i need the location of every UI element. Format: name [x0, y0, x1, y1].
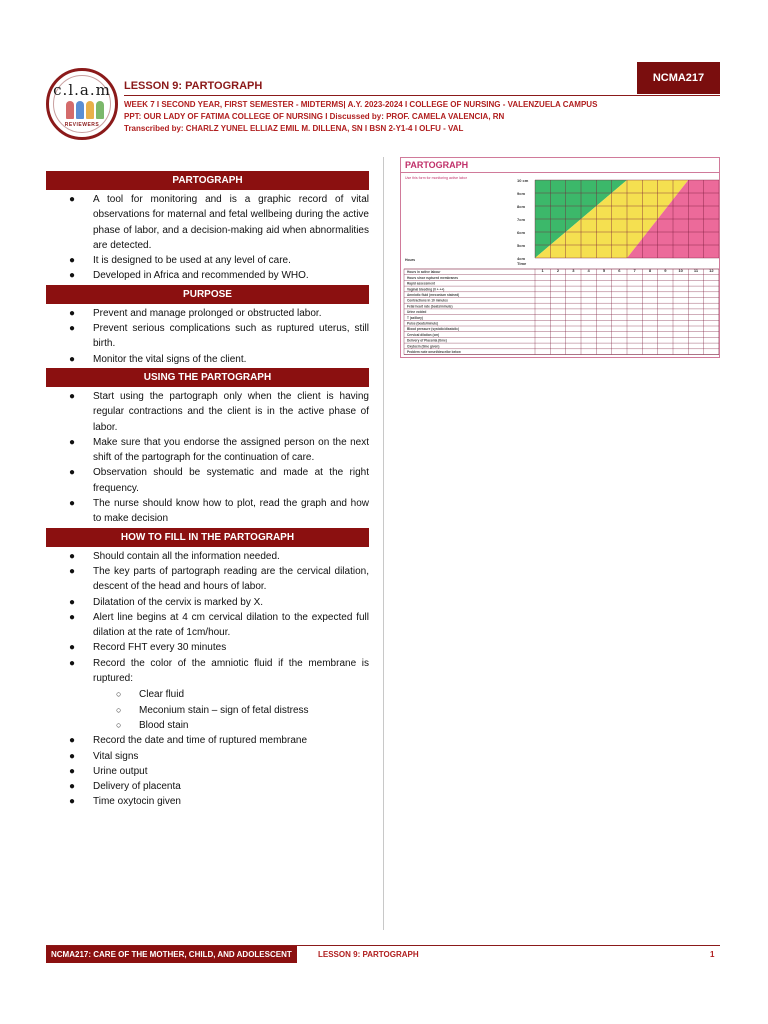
list-item: ● Time oxytocin given — [46, 794, 369, 809]
list-item: ● Start using the partograph only when the client is having regular contractions and the client is in the active phase of labor. — [69, 390, 369, 433]
bullet-icon: ● — [69, 611, 76, 623]
hour-tick-label: 12 — [709, 268, 714, 273]
observation-row-label: Contractions in 10 minutes — [407, 298, 448, 303]
list-item: ● A tool for monitoring and is a graphic record of vital observations for maternal and fetal wellbeing during the active phase of labor, and a decision-making aid when abnormalities are detected. — [69, 194, 369, 251]
logo-subtext: REVIEWERS — [64, 122, 100, 128]
section-heading-purpose: PURPOSE — [46, 285, 369, 304]
bullet-icon: ● — [69, 323, 76, 335]
dilation-label: 8cm — [517, 204, 526, 209]
time-label: Time — [517, 261, 527, 266]
observation-row-label: Hours since ruptured membranes — [407, 275, 459, 280]
list-item: ● Record the color of the amniotic fluid if the membrane is ruptured: — [69, 657, 369, 685]
list-item: ● Make sure that you endorse the assigned person on the next shift of the partograph for the continuation of care. — [69, 436, 369, 464]
dilation-label: 7cm — [517, 217, 526, 222]
clam-reviewers-logo — [46, 68, 118, 140]
list-item: ● Alert line begins at 4 cm cervical dilation to the expected full dilation at the rate of 1cm/hour. — [69, 611, 369, 639]
sub-list-item: ○ Clear fluid — [46, 687, 369, 702]
bullet-icon: ● — [69, 796, 76, 808]
observation-row-label: Problem note onset/describe below — [407, 350, 461, 354]
dilation-label: 6cm — [517, 230, 526, 235]
observation-row-label: Cervical dilation (cm) — [407, 332, 440, 337]
course-badge: NCMA217 — [637, 62, 720, 94]
observation-row-label: Hours in active labour — [407, 270, 441, 275]
list-item: ● Record the date and time of ruptured membrane — [46, 733, 369, 748]
dilation-label: 4cm — [517, 256, 526, 261]
section-heading-using: USING THE PARTOGRAPH — [46, 368, 369, 387]
meta-transcribed-line: Transcribed by: CHARLZ YUNEL ELLIAZ EMIL M. DILLENA, SN I BSN 2-Y1-4 I OLFU - VAL — [124, 124, 464, 133]
hour-tick-label: 8 — [648, 268, 652, 273]
hour-tick-label: 6 — [618, 268, 621, 273]
circle-bullet-icon: ○ — [116, 704, 122, 715]
hour-tick-label: 2 — [556, 268, 560, 273]
bullet-icon: ● — [69, 353, 76, 365]
list-item: ● Should contain all the information needed. — [46, 549, 369, 564]
figure-note: Use this form for monitoring active labor — [405, 176, 467, 180]
meta-ppt-line: PPT: OUR LADY OF FATIMA COLLEGE OF NURSING I Discussed by: PROF. CAMELA VALENCIA, RN — [124, 112, 505, 121]
observation-row-label: Fetal heart rate (beats/minute) — [407, 304, 453, 309]
list-item: ● Urine output — [46, 764, 369, 779]
bullet-icon: ● — [69, 596, 76, 608]
observation-row-label: Oxytocin (time given) — [407, 344, 440, 349]
bullet-icon: ● — [69, 735, 76, 747]
partograph-figure — [400, 157, 720, 358]
hour-tick-label: 7 — [633, 268, 636, 273]
lesson-title: LESSON 9: PARTOGRAPH — [124, 80, 263, 92]
list-item: ● Vital signs — [46, 749, 369, 764]
hour-tick-label: 10 — [678, 268, 683, 273]
bullet-icon: ● — [69, 565, 76, 577]
list-item: ● Prevent serious complications such as ruptured uterus, still birth. — [69, 323, 369, 350]
hour-tick-label: 9 — [664, 268, 667, 273]
dilation-label: 10 cm — [517, 178, 529, 183]
bullet-icon: ● — [69, 550, 76, 562]
dilation-label: 9cm — [517, 191, 526, 196]
list-item: ● It is designed to be used at any level of care. — [46, 253, 369, 268]
section-heading-how-to-fill: HOW TO FILL IN THE PARTOGRAPH — [46, 528, 369, 547]
bullet-icon: ● — [69, 765, 76, 777]
hour-tick-label: 3 — [572, 268, 575, 273]
list-item: ● The nurse should know how to plot, read the graph and how to make decision — [69, 498, 369, 525]
list-item: ● Observation should be systematic and made at the right frequency. — [69, 467, 369, 494]
circle-bullet-icon: ○ — [116, 689, 122, 700]
logo-figure-icon — [66, 101, 74, 119]
observation-row-label: T (axillary) — [407, 315, 423, 320]
hour-tick-label: 1 — [541, 268, 544, 273]
sub-bullet-list — [46, 687, 369, 733]
list-item: ● Delivery of placenta — [46, 779, 369, 794]
partograph-chart — [401, 158, 719, 357]
bullet-icon: ● — [69, 307, 76, 319]
section-heading-partograph: PARTOGRAPH — [46, 171, 369, 190]
list-item: ● Developed in Africa and recommended by WHO. — [46, 268, 369, 283]
page-number: 1 — [710, 950, 715, 959]
bullet-list — [46, 389, 369, 527]
header-divider — [124, 95, 720, 96]
bullet-list — [46, 733, 369, 809]
list-item: ● Record FHT every 30 minutes — [46, 640, 369, 655]
hour-tick-label: 11 — [693, 268, 699, 273]
footer-course: NCMA217: CARE OF THE MOTHER, CHILD, AND ADOLESCENT — [46, 946, 297, 963]
observation-row-label: Vaginal bleeding (0 + ++) — [407, 287, 445, 292]
bullet-list — [46, 192, 369, 284]
list-item: ● Prevent and manage prolonged or obstructed labor. — [46, 306, 369, 321]
bullet-icon: ● — [69, 467, 76, 479]
column-divider — [383, 157, 384, 930]
footer-lesson: LESSON 9: PARTOGRAPH — [318, 950, 419, 959]
observation-row-label: Urine voided — [407, 310, 427, 315]
bullet-icon: ● — [69, 498, 76, 510]
bullet-icon: ● — [69, 390, 76, 402]
hour-tick-label: 4 — [587, 268, 590, 273]
bullet-icon: ● — [69, 657, 76, 669]
list-item: ● Dilatation of the cervix is marked by X. — [46, 595, 369, 610]
observation-table-border — [404, 269, 719, 355]
list-item: ● The key parts of partograph reading are the cervical dilation, descent of the head and hours of labor. — [69, 565, 369, 593]
meta-week-line: WEEK 7 I SECOND YEAR, FIRST SEMESTER - MIDTERMS| A.Y. 2023-2024 I COLLEGE OF NURSING - VALENZUELA CAMPUS — [124, 100, 598, 109]
bullet-list — [46, 306, 369, 367]
circle-bullet-icon: ○ — [116, 719, 122, 730]
bullet-icon: ● — [69, 750, 76, 762]
logo-figure-icon — [76, 101, 84, 119]
hour-tick-label: 5 — [602, 268, 606, 273]
hours-label: Hours — [405, 258, 416, 262]
logo-figure-icon — [96, 101, 104, 119]
logo-figure-icon — [86, 101, 94, 119]
bullet-list — [46, 549, 369, 687]
logo-text: c.l.a.m — [53, 81, 111, 99]
bullet-icon: ● — [69, 194, 76, 205]
bullet-icon: ● — [69, 255, 76, 267]
figure-title: PARTOGRAPH — [405, 160, 469, 170]
bullet-icon: ● — [69, 436, 76, 448]
bullet-icon: ● — [69, 781, 76, 793]
dilation-label: 5cm — [517, 243, 526, 248]
notes-column — [46, 171, 369, 811]
sub-list-item: ○ Meconium stain – sign of fetal distress — [46, 703, 369, 718]
observation-row-label: Rapid assessment — [407, 281, 435, 286]
sub-list-item: ○ Blood stain — [46, 718, 369, 733]
bullet-icon: ● — [69, 270, 76, 282]
observation-row-label: Delivery of Placenta (time) — [407, 338, 447, 343]
observation-row-label: Amniotic fluid (meconium stained) — [407, 293, 460, 297]
observation-row-label: Blood pressure (systolic/diastolic) — [407, 327, 460, 332]
bullet-icon: ● — [69, 642, 76, 654]
observation-row-label: Pulse (beats/minute) — [407, 321, 439, 326]
list-item: ● Monitor the vital signs of the client. — [46, 352, 369, 367]
